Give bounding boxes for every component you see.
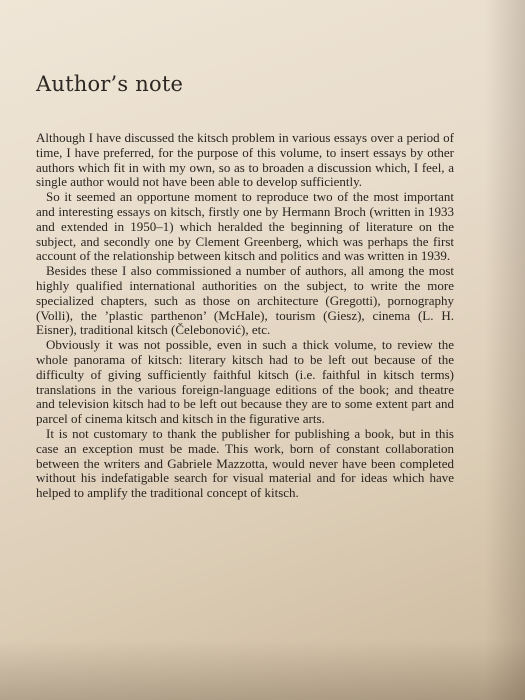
paragraph-5: It is not customary to thank the publisher for publishing a book, but in this case an exception must be made. This work, born of constant collaboration between the writers and Gabriele Mazzotta, would never have been completed without his indefatigable search for visual material and for ideas which have helped to amplify the traditional concept of kitsch.	[36, 425, 454, 501]
paragraph-4: Obviously it was not possible, even in such a thick volume, to review the whole panorama of kitsch: literary kitsch had to be left out because of the difficulty of giving sufficiently faithful kitsch (i.e. faithful in kitsch terms) translations in the various foreign-language editions of the book; and theatre and television kitsch had to be left out because they are to some extent part and parcel of cinema kitsch and kitsch in the figurative arts.	[36, 337, 454, 427]
paragraph-2: So it seemed an opportune moment to reproduce two of the most important and interesting essays on kitsch, firstly one by Hermann Broch (written in 1933 and extended in 1950–1) which heralded the beginning of literature on the subject, and secondly one by Clement Greenberg, which was perhaps the first account of the relationship between kitsch and politics and was written in 1939.	[36, 189, 454, 264]
paragraph-1: Although I have discussed the kitsch problem in various essays over a period of time, I have preferred, for the purpose of this volume, to insert essays by other authors which fit in with my own, so as to broaden a discussion which, I feel, a single author would not have been able to develop sufficiently.	[36, 130, 454, 190]
page-shadow-right	[485, 0, 525, 700]
paragraph-3: Besides these I also commissioned a number of authors, all among the most highly qualified international authorities on the subject, to write the more specialized chapters, such as those on architecture (Gregotti), pornography (Volli), the ’plastic parthenon’ (McHale), tourism (Giesz), cinema (L. H. Eisner), traditional kitsch (Čelebonović), etc.	[36, 263, 454, 338]
page-title: Author’s note	[36, 72, 184, 96]
body-text	[36, 131, 454, 501]
page-shadow-bottom	[0, 640, 525, 700]
